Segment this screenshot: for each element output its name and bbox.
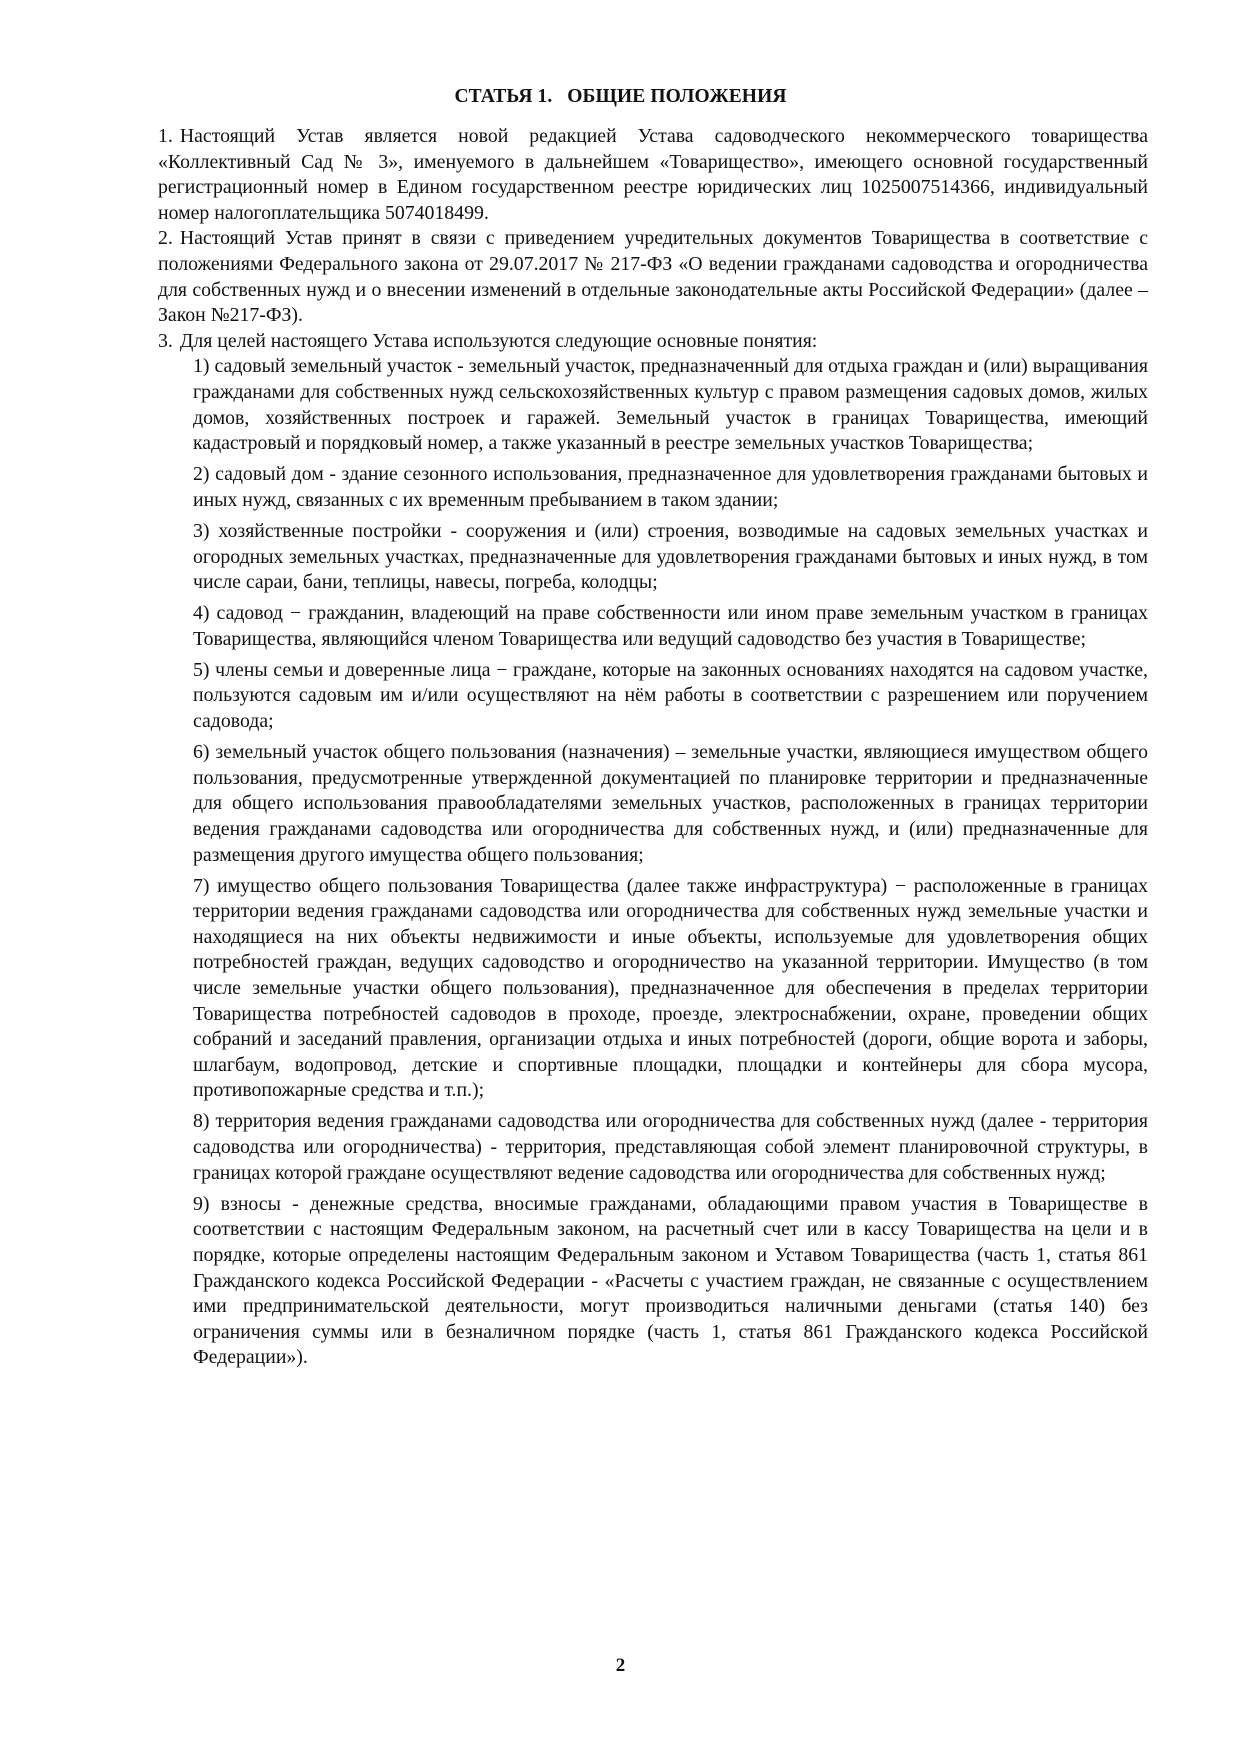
definition-item: 7) имущество общего пользования Товарищества (далее также инфраструктура) − расположенные в границах территории ведения гражданами садоводства или огородничества для собственных нужд земельные участки и находящиеся на них объекты недвижимости и иные объекты, используемые для удовлетворения общих потребностей граждан, ведущих садоводство и огородничество на указанной территории. Имущество (в том числе земельные участки общего пользования), предназначенное для обеспечения в пределах территории Товарищества потребностей садоводов в проходе, проезде, электроснабжении, охране, проведении общих собраний и заседаний правления, организации отдыха и иных потребностей (дороги, общие ворота и заборы, шлагбаум, водопровод, детские и спортивные площадки, площадки и контейнеры для сбора мусора, противопожарные средства и т.п.);: [193, 874, 1148, 1102]
paragraph-text: Для целей настоящего Устава используются следующие основные понятия:: [179, 329, 818, 352]
definition-item: 5) члены семьи и доверенные лица − граждане, которые на законных основаниях находятся на садовом участке, пользуются садовым им и/или осуществляют на нём работы в соответствии с разрешением или поручением садовода;: [193, 658, 1148, 733]
definition-item: 6) земельный участок общего пользования (назначения) – земельные участки, являющиеся имуществом общего пользования, предусмотренные утвержденной документацией по планировке территории и предназначенные для общего использования правообладателями земельных участков, расположенных в границах территории ведения гражданами садоводства или огородничества для собственных нужд, и (или) предназначенные для размещения другого имущества общего пользования;: [193, 741, 1148, 866]
paragraph-number: 2.: [158, 227, 173, 250]
paragraph-1: [158, 124, 1148, 226]
article-title: СТАТЬЯ 1. ОБЩИЕ ПОЛОЖЕНИЯ: [454, 86, 787, 107]
definitions-list: [158, 354, 1148, 1371]
paragraph-text: Настоящий Устав принят в связи с приведением учредительных документов Товарищества в соответствие с положениями Федерального закона от 29.07.2017 № 217-ФЗ «О ведении гражданами садоводства и огородничества для собственных нужд и о внесении изменений в отдельные законодательные акты Российской Федерации» (далее – Закон №217-ФЗ).: [158, 227, 1148, 327]
definition-item: 2) садовый дом - здание сезонного использования, предназначенное для удовлетворения гражданами бытовых и иных нужд, связанных с их временным пребыванием в таком здании;: [193, 463, 1148, 511]
paragraph-number: 1.: [158, 125, 173, 147]
paragraph-number: 3.: [158, 329, 173, 352]
definition-item: 3) хозяйственные постройки - сооружения и (или) строения, возводимые на садовых земельных участках и огородных земельных участках, предназначенные для удовлетворения гражданами бытовых и иных нужд, в том числе сараи, бани, теплицы, навесы, погреба, колодцы;: [193, 519, 1148, 594]
definition-item: 1) садовый земельный участок - земельный участок, предназначенный для отдыха граждан и (или) выращивания гражданами для собственных нужд сельскохозяйственных культур с правом размещения садовых домов, жилых домов, хозяйственных построек и гаражей. Земельный участок в границах Товарищества, имеющий кадастровый и порядковый номер, а также указанный в реестре земельных участков Товарищества;: [193, 355, 1148, 455]
definition-item: 8) территория ведения гражданами садоводства или огородничества для собственных нужд (далее - территория садоводства или огородничества) - территория, представляющая собой элемент планировочной структуры, в границах которой граждане осуществляют ведение садоводства или огородничества для собственных нужд;: [193, 1110, 1148, 1184]
paragraph-text: Настоящий Устав является новой редакцией Устава садоводческого некоммерческого товарищества «Коллективный Сад № 3», именуемого в дальнейшем «Товарищество», имеющего основной государственный регистрационный номер в Едином государственном реестре юридических лиц 1025007514366, индивидуальный номер налогоплательщика 5074018499.: [158, 125, 1148, 224]
paragraph-3: [158, 329, 1148, 355]
definition-item: 9) взносы - денежные средства, вносимые гражданами, обладающими правом участия в Товариществе в соответствии с настоящим Федеральным законом, на расчетный счет или в кассу Товарищества на цели и в порядке, которые определены настоящим Федеральным законом и Уставом Товарищества (часть 1, статья 861 Гражданского кодекса Российской Федерации - «Расчеты с участием граждан, не связанные с осуществлением ими предпринимательской деятельности, могут производиться наличными деньгами (статья 140) без ограничения суммы или в безналичном порядке (часть 1, статья 861 Гражданского кодекса Российской Федерации»).: [193, 1192, 1148, 1369]
page-number: 2: [615, 1655, 626, 1676]
document-body: [158, 124, 1148, 1371]
definition-item: 4) садовод − гражданин, владеющий на праве собственности или ином праве земельным участком в границах Товарищества, являющийся членом Товарищества или ведущий садоводство без участия в Товариществе;: [193, 602, 1148, 650]
paragraph-2: [158, 226, 1148, 328]
